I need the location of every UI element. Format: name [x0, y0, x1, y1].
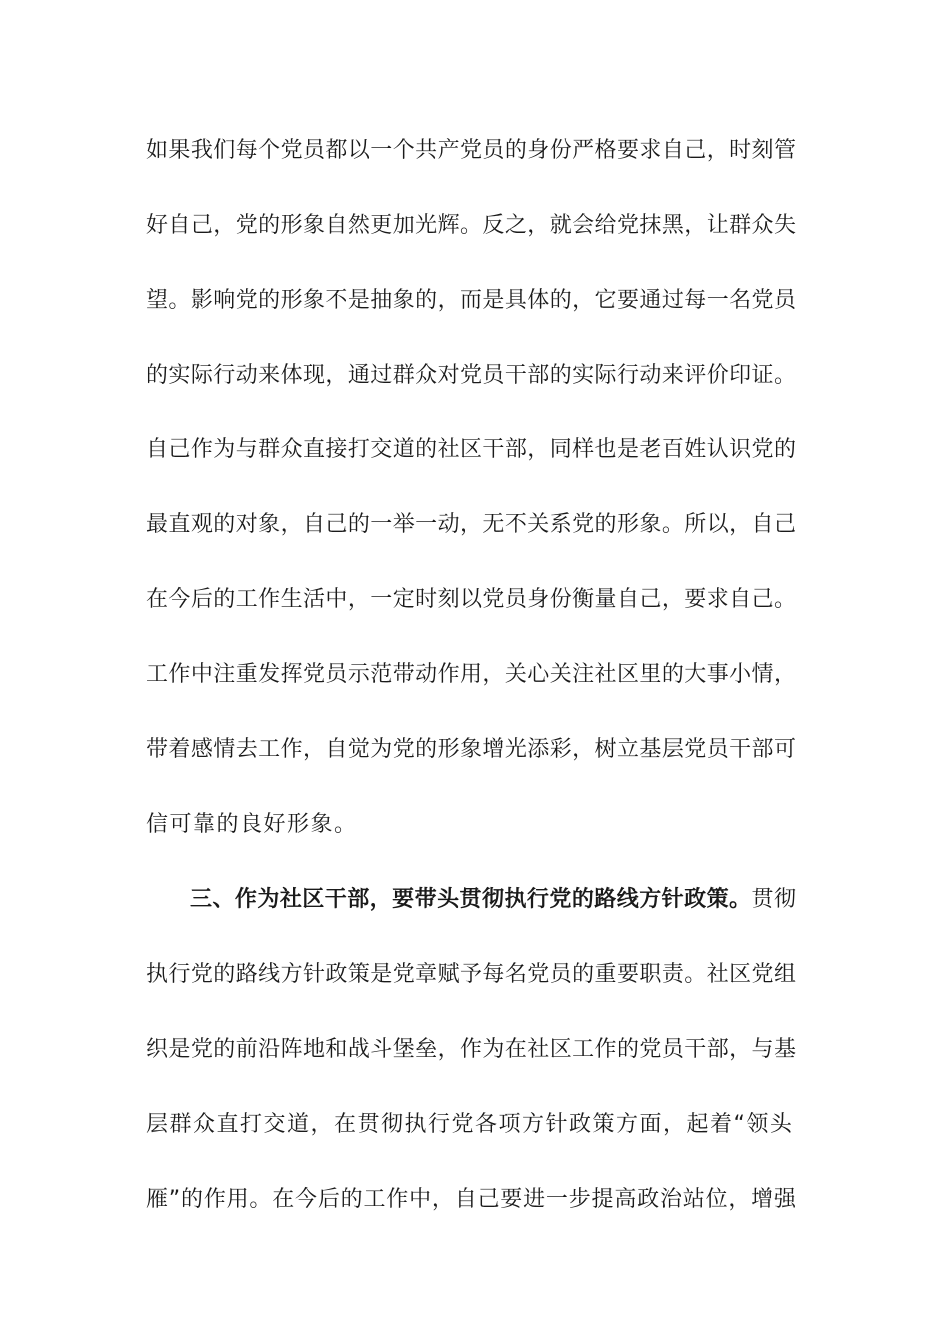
paragraph-line: 雁”的作用。在今后的工作中，自己要进一步提高政治站位，增强 — [146, 1187, 796, 1212]
paragraph-line: 好自己，党的形象自然更加光辉。反之，就会给党抹黑，让群众失 — [146, 213, 796, 238]
paragraph-line: 织是党的前沿阵地和战斗堡垒，作为在社区工作的党员干部，与基 — [146, 1037, 796, 1062]
paragraph-line: 望。影响党的形象不是抽象的，而是具体的，它要通过每一名党员 — [146, 288, 796, 313]
paragraph-line: 带着感情去工作，自觉为党的形象增光添彩，树立基层党员干部可 — [146, 737, 796, 762]
paragraph-line: 信可靠的良好形象。 — [146, 812, 358, 837]
paragraph-line: 层群众直打交道，在贯彻执行党各项方针政策方面，起着“领头 — [146, 1112, 794, 1137]
paragraph-line: 在今后的工作生活中，一定时刻以党员身份衡量自己，要求自己。 — [146, 587, 796, 612]
section-heading-line — [190, 880, 796, 920]
paragraph-line: 如果我们每个党员都以一个共产党员的身份严格要求自己，时刻管 — [146, 138, 796, 163]
paragraph-line: 执行党的路线方针政策是党章赋予每名党员的重要职责。社区党组 — [146, 962, 796, 987]
paragraph-line: 最直观的对象，自己的一举一动，无不关系党的形象。所以，自己 — [146, 512, 796, 537]
paragraph-line: 的实际行动来体现，通过群众对党员干部的实际行动来评价印证。 — [146, 363, 796, 388]
paragraph-line: 自己作为与群众直接打交道的社区干部，同样也是老百姓认识党的 — [146, 437, 796, 462]
section-heading: 三、作为社区干部，要带头贯彻执行党的路线方针政策。 — [190, 887, 752, 912]
paragraph-line: 工作中注重发挥党员示范带动作用，关心关注社区里的大事小情， — [146, 662, 796, 687]
section-heading-tail: 贯彻 — [751, 887, 796, 912]
